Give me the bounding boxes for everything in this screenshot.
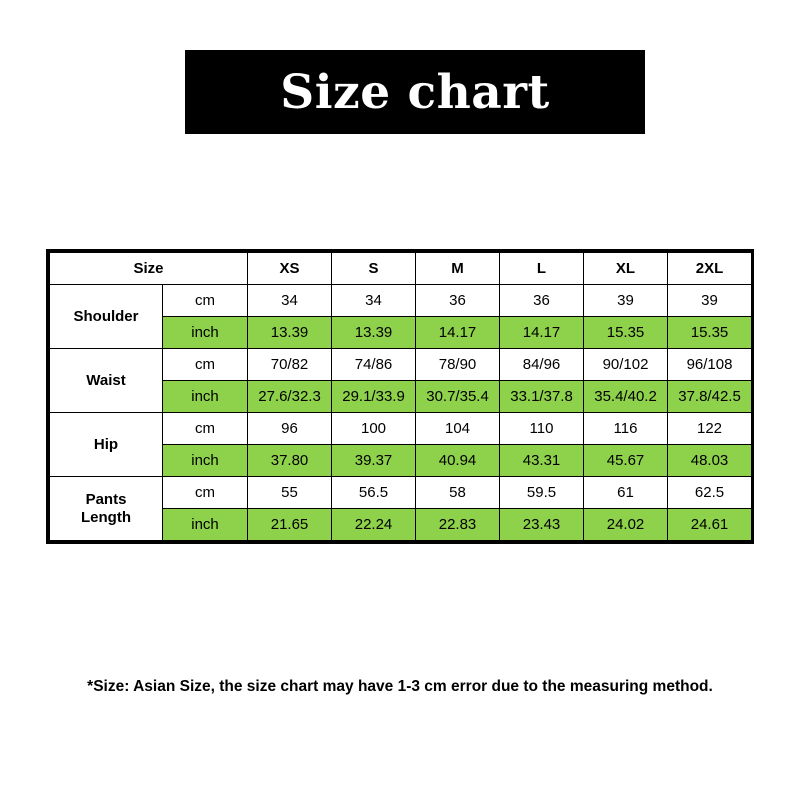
cell-hip-inch-xl: 45.67 bbox=[584, 445, 668, 477]
cell-pants-length-inch-s: 22.24 bbox=[332, 509, 416, 541]
cell-shoulder-cm-l: 36 bbox=[500, 285, 584, 317]
table-row bbox=[50, 413, 752, 445]
cell-hip-cm-xl: 116 bbox=[584, 413, 668, 445]
cell-shoulder-inch-xs: 13.39 bbox=[248, 317, 332, 349]
cell-waist-cm-xl: 90/102 bbox=[584, 349, 668, 381]
header-size-m: M bbox=[416, 253, 500, 285]
cell-shoulder-inch-l: 14.17 bbox=[500, 317, 584, 349]
cell-waist-inch-xl: 35.4/40.2 bbox=[584, 381, 668, 413]
unit-cell-waist-inch: inch bbox=[163, 381, 248, 413]
header-size-xs: XS bbox=[248, 253, 332, 285]
row-label-waist: Waist bbox=[50, 349, 163, 413]
row-label-hip: Hip bbox=[50, 413, 163, 477]
cell-pants-length-inch-xl: 24.02 bbox=[584, 509, 668, 541]
header-size-label: Size bbox=[50, 253, 248, 285]
unit-cell-hip-inch: inch bbox=[163, 445, 248, 477]
header-size-l: L bbox=[500, 253, 584, 285]
cell-pants-length-cm-m: 58 bbox=[416, 477, 500, 509]
cell-shoulder-cm-2xl: 39 bbox=[668, 285, 752, 317]
cell-hip-inch-m: 40.94 bbox=[416, 445, 500, 477]
size-chart-table-container bbox=[46, 249, 754, 544]
cell-waist-cm-s: 74/86 bbox=[332, 349, 416, 381]
cell-hip-inch-s: 39.37 bbox=[332, 445, 416, 477]
cell-pants-length-inch-2xl: 24.61 bbox=[668, 509, 752, 541]
cell-hip-cm-l: 110 bbox=[500, 413, 584, 445]
row-label-pants-length-line1: Pants bbox=[85, 491, 127, 509]
cell-pants-length-inch-l: 23.43 bbox=[500, 509, 584, 541]
size-chart-table bbox=[49, 252, 752, 541]
unit-cell-shoulder-cm: cm bbox=[163, 285, 248, 317]
unit-cell-hip-cm: cm bbox=[163, 413, 248, 445]
cell-waist-inch-2xl: 37.8/42.5 bbox=[668, 381, 752, 413]
cell-pants-length-inch-xs: 21.65 bbox=[248, 509, 332, 541]
unit-cell-waist-cm: cm bbox=[163, 349, 248, 381]
page-title: Size chart bbox=[280, 64, 550, 120]
cell-pants-length-cm-xl: 61 bbox=[584, 477, 668, 509]
cell-waist-inch-m: 30.7/35.4 bbox=[416, 381, 500, 413]
cell-shoulder-inch-2xl: 15.35 bbox=[668, 317, 752, 349]
cell-waist-cm-xs: 70/82 bbox=[248, 349, 332, 381]
table-row bbox=[50, 477, 752, 509]
cell-shoulder-cm-s: 34 bbox=[332, 285, 416, 317]
row-label-shoulder: Shoulder bbox=[50, 285, 163, 349]
cell-waist-inch-s: 29.1/33.9 bbox=[332, 381, 416, 413]
table-row bbox=[50, 349, 752, 381]
cell-hip-inch-l: 43.31 bbox=[500, 445, 584, 477]
header-size-2xl: 2XL bbox=[668, 253, 752, 285]
cell-hip-cm-m: 104 bbox=[416, 413, 500, 445]
cell-waist-inch-l: 33.1/37.8 bbox=[500, 381, 584, 413]
cell-shoulder-cm-xl: 39 bbox=[584, 285, 668, 317]
cell-shoulder-inch-xl: 15.35 bbox=[584, 317, 668, 349]
header-size-s: S bbox=[332, 253, 416, 285]
unit-cell-pants-length-inch: inch bbox=[163, 509, 248, 541]
cell-waist-cm-l: 84/96 bbox=[500, 349, 584, 381]
cell-hip-inch-2xl: 48.03 bbox=[668, 445, 752, 477]
unit-cell-shoulder-inch: inch bbox=[163, 317, 248, 349]
cell-hip-cm-s: 100 bbox=[332, 413, 416, 445]
cell-waist-inch-xs: 27.6/32.3 bbox=[248, 381, 332, 413]
cell-pants-length-cm-l: 59.5 bbox=[500, 477, 584, 509]
header-size-xl: XL bbox=[584, 253, 668, 285]
cell-shoulder-inch-s: 13.39 bbox=[332, 317, 416, 349]
cell-shoulder-cm-m: 36 bbox=[416, 285, 500, 317]
cell-pants-length-cm-s: 56.5 bbox=[332, 477, 416, 509]
table-header-row bbox=[50, 253, 752, 285]
title-banner bbox=[185, 50, 645, 134]
cell-pants-length-inch-m: 22.83 bbox=[416, 509, 500, 541]
cell-hip-cm-xs: 96 bbox=[248, 413, 332, 445]
cell-hip-cm-2xl: 122 bbox=[668, 413, 752, 445]
cell-pants-length-cm-2xl: 62.5 bbox=[668, 477, 752, 509]
cell-waist-cm-m: 78/90 bbox=[416, 349, 500, 381]
cell-pants-length-cm-xs: 55 bbox=[248, 477, 332, 509]
footnote-text: *Size: Asian Size, the size chart may have 1-3 cm error due to the measuring method. bbox=[87, 678, 713, 695]
table-row bbox=[50, 285, 752, 317]
unit-cell-pants-length-cm: cm bbox=[163, 477, 248, 509]
cell-shoulder-inch-m: 14.17 bbox=[416, 317, 500, 349]
cell-hip-inch-xs: 37.80 bbox=[248, 445, 332, 477]
cell-waist-cm-2xl: 96/108 bbox=[668, 349, 752, 381]
row-label-pants-length-line2: Length bbox=[81, 508, 131, 526]
row-label-pants-length bbox=[50, 477, 163, 541]
cell-shoulder-cm-xs: 34 bbox=[248, 285, 332, 317]
